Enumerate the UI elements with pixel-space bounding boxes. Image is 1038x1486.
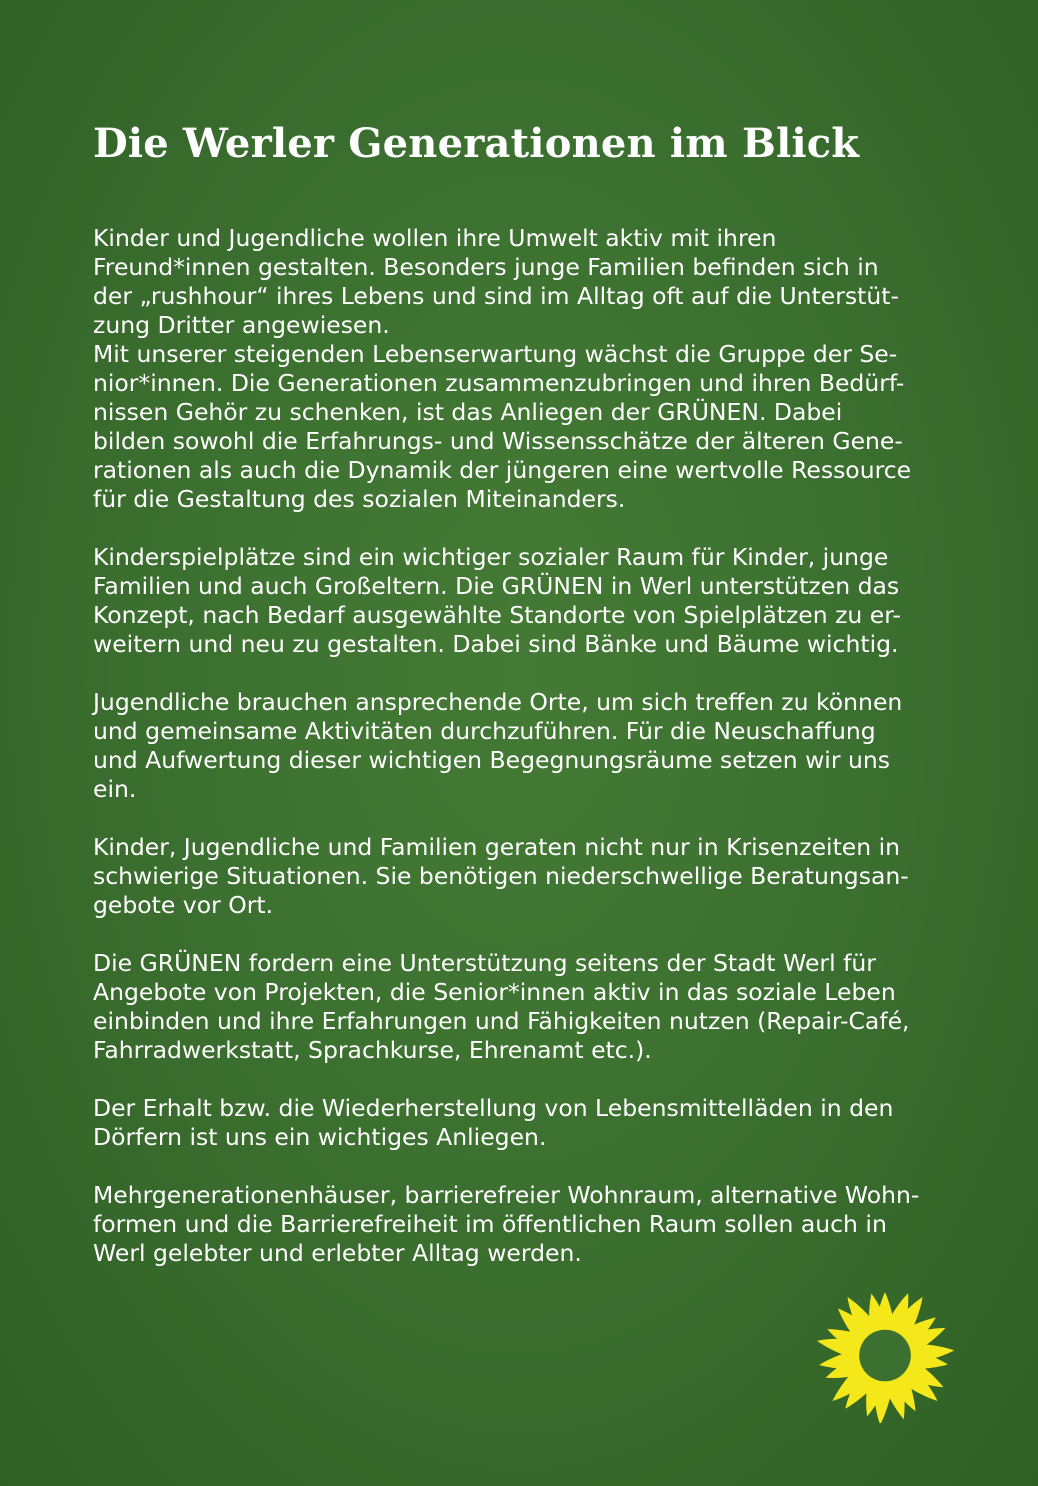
paragraph-jugendliche: [93, 688, 963, 804]
paragraph-wohnraum: [93, 1181, 963, 1268]
text-line: für die Gestaltung des sozialen Miteinanders.: [93, 485, 626, 513]
paragraph-beratung: [93, 833, 963, 920]
text-line: rationen als auch die Dynamik der jüngeren eine wertvolle Ressource: [93, 456, 912, 484]
text-line: Der Erhalt bzw. die Wiederherstellung von Lebensmittelläden in den: [93, 1094, 894, 1122]
sunflower-center: [859, 1330, 911, 1382]
text-line: Jugendliche brauchen ansprechende Orte, um sich treffen zu können: [93, 688, 903, 716]
text-line: schwierige Situationen. Sie benötigen niederschwellige Beratungsan-: [93, 862, 909, 890]
text-line: Fahrradwerkstatt, Sprachkurse, Ehrenamt etc.).: [93, 1036, 652, 1064]
text-line: Dörfern ist uns ein wichtiges Anliegen.: [93, 1123, 547, 1151]
text-line: der „rushhour“ ihres Lebens und sind im Alltag oft auf die Unterstüt-: [93, 282, 899, 310]
text-line: weitern und neu zu gestalten. Dabei sind Bänke und Bäume wichtig.: [93, 630, 899, 658]
text-line: gebote vor Ort.: [93, 891, 274, 919]
text-line: bilden sowohl die Erfahrungs- und Wissensschätze der älteren Gene-: [93, 427, 903, 455]
text-line: Angebote von Projekten, die Senior*innen aktiv in das soziale Leben: [93, 978, 896, 1006]
text-line: und gemeinsame Aktivitäten durchzuführen. Für die Neuschaffung: [93, 717, 876, 745]
paragraph-generationen: [93, 224, 963, 514]
text-line: nior*innen. Die Generationen zusammenzubringen und ihren Bedürf-: [93, 369, 905, 397]
text-line: Familien und auch Großeltern. Die GRÜNEN in Werl unterstützen das: [93, 572, 900, 600]
text-line: Die GRÜNEN fordern eine Unterstützung seitens der Stadt Werl für: [93, 949, 876, 977]
text-line: zung Dritter angewiesen.: [93, 311, 390, 339]
text-line: einbinden und ihre Erfahrungen und Fähigkeiten nutzen (Repair-Café,: [93, 1007, 910, 1035]
text-line: Freund*innen gestalten. Besonders junge Familien befinden sich in: [93, 253, 879, 281]
body-text: [93, 224, 963, 1297]
text-line: Kinder und Jugendliche wollen ihre Umwelt aktiv mit ihren: [93, 224, 777, 252]
page-title: Die Werler Generationen im Blick: [93, 120, 860, 167]
text-line: Kinder, Jugendliche und Familien geraten nicht nur in Krisenzeiten in: [93, 833, 901, 861]
text-line: Mehrgenerationenhäuser, barrierefreier Wohnraum, alternative Wohn-: [93, 1181, 920, 1209]
text-line: nissen Gehör zu schenken, ist das Anliegen der GRÜNEN. Dabei: [93, 398, 843, 426]
text-line: Konzept, nach Bedarf ausgewählte Standorte von Spielplätzen zu er-: [93, 601, 901, 629]
text-line: und Aufwertung dieser wichtigen Begegnungsräume setzen wir uns: [93, 746, 890, 774]
paragraph-lebensmittellaeden: [93, 1094, 963, 1152]
text-line: ein.: [93, 775, 137, 803]
text-line: Mit unserer steigenden Lebenserwartung wächst die Gruppe der Se-: [93, 340, 898, 368]
text-line: formen und die Barrierefreiheit im öffentlichen Raum sollen auch in: [93, 1210, 887, 1238]
sunflower-icon: [815, 1288, 955, 1423]
text-line: Kinderspielplätze sind ein wichtiger sozialer Raum für Kinder, junge: [93, 543, 889, 571]
text-line: Werl gelebter und erlebter Alltag werden.: [93, 1239, 582, 1267]
paragraph-senioren: [93, 949, 963, 1065]
paragraph-spielplaetze: [93, 543, 963, 659]
